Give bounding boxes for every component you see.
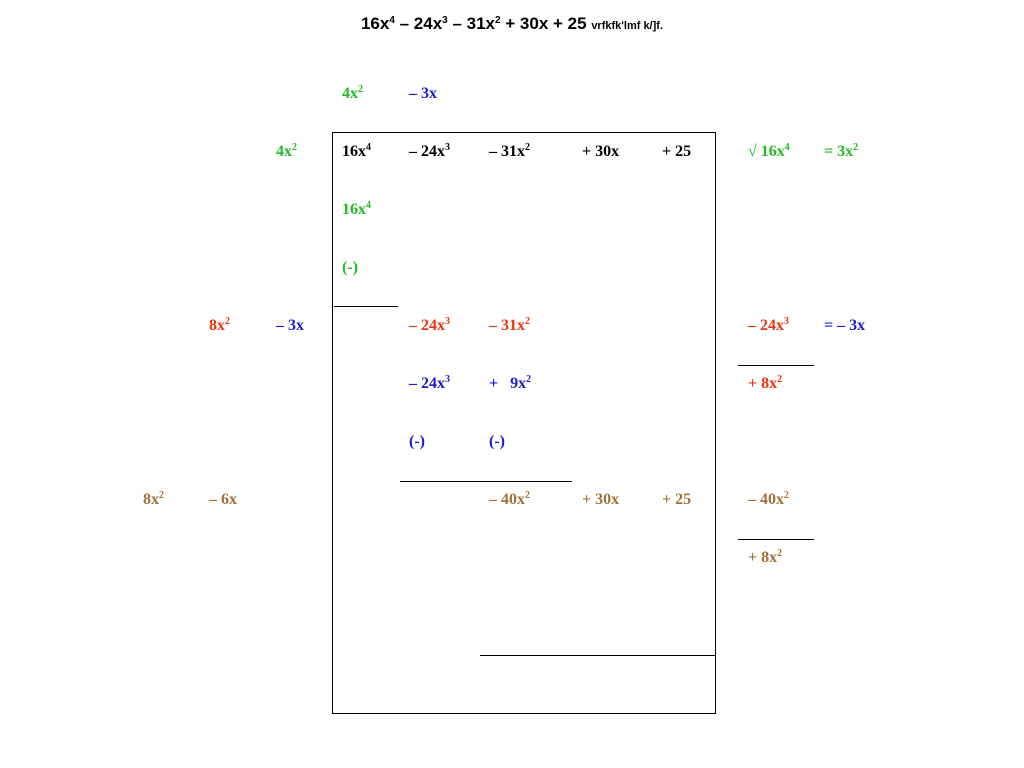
step2-remainder-2: – $31x^2$	[489, 316, 530, 334]
dividend-term-1: $16x^4$	[342, 142, 371, 160]
side-root-result: = $3x^2$	[824, 142, 859, 160]
quotient-term-1: $4x^2$	[342, 84, 363, 102]
step2-sign-2: (-)	[489, 433, 505, 450]
dividend-term-2: – $24x^3$	[409, 142, 450, 160]
divisor-row1: $4x^2$	[276, 142, 297, 160]
step2-subtrahend-2: + $9x^2$	[489, 374, 532, 392]
step1-sign: (-)	[342, 259, 358, 276]
rule-side-fraction-1	[738, 365, 814, 366]
side-fraction-numerator: – $40x^2$	[748, 490, 789, 508]
side-division-result: = – 3x	[824, 317, 866, 334]
dividend-term-5: + 25	[662, 143, 692, 160]
step2-remainder-1: – $24x^3$	[409, 316, 450, 334]
side-division-numerator: – $24x^3$	[748, 316, 789, 334]
dividend-term-4: + 30x	[582, 143, 620, 160]
step1-subtrahend: $16x^4$	[342, 200, 371, 218]
title-note: vrfkfk'lmf k/]f.	[591, 20, 664, 32]
side-division-denominator: + $8x^2$	[748, 374, 783, 392]
step3-remainder-3: + 25	[662, 491, 692, 508]
quotient-term-2: – 3x	[409, 85, 437, 102]
division-box	[332, 132, 716, 714]
side-fraction-denominator: + $8x^2$	[748, 548, 783, 566]
rule-step3	[480, 655, 716, 656]
divisor-row2-a: $8x^2$	[209, 316, 230, 334]
step2-sign-1: (-)	[409, 433, 425, 450]
side-root-term: √ $16x^4$	[748, 142, 790, 160]
step3-remainder-2: + 30x	[582, 491, 620, 508]
rule-step2	[400, 481, 572, 482]
dividend-term-3: – $31x^2$	[489, 142, 530, 160]
divisor-row2-b: – 3x	[276, 317, 304, 334]
divisor-row3-b: – 6x	[209, 491, 237, 508]
rule-side-fraction-2	[738, 539, 814, 540]
divisor-row3-a: $8x^2$	[143, 490, 164, 508]
step2-subtrahend-1: – $24x^3$	[409, 374, 450, 392]
rule-step1	[334, 306, 398, 307]
page-title: $16x^4 - 24x^3 - 31x^2 + 30x + 25$ vrfkfk'lmf k/]f.	[360, 14, 664, 33]
step3-remainder-1: – $40x^2$	[489, 490, 530, 508]
